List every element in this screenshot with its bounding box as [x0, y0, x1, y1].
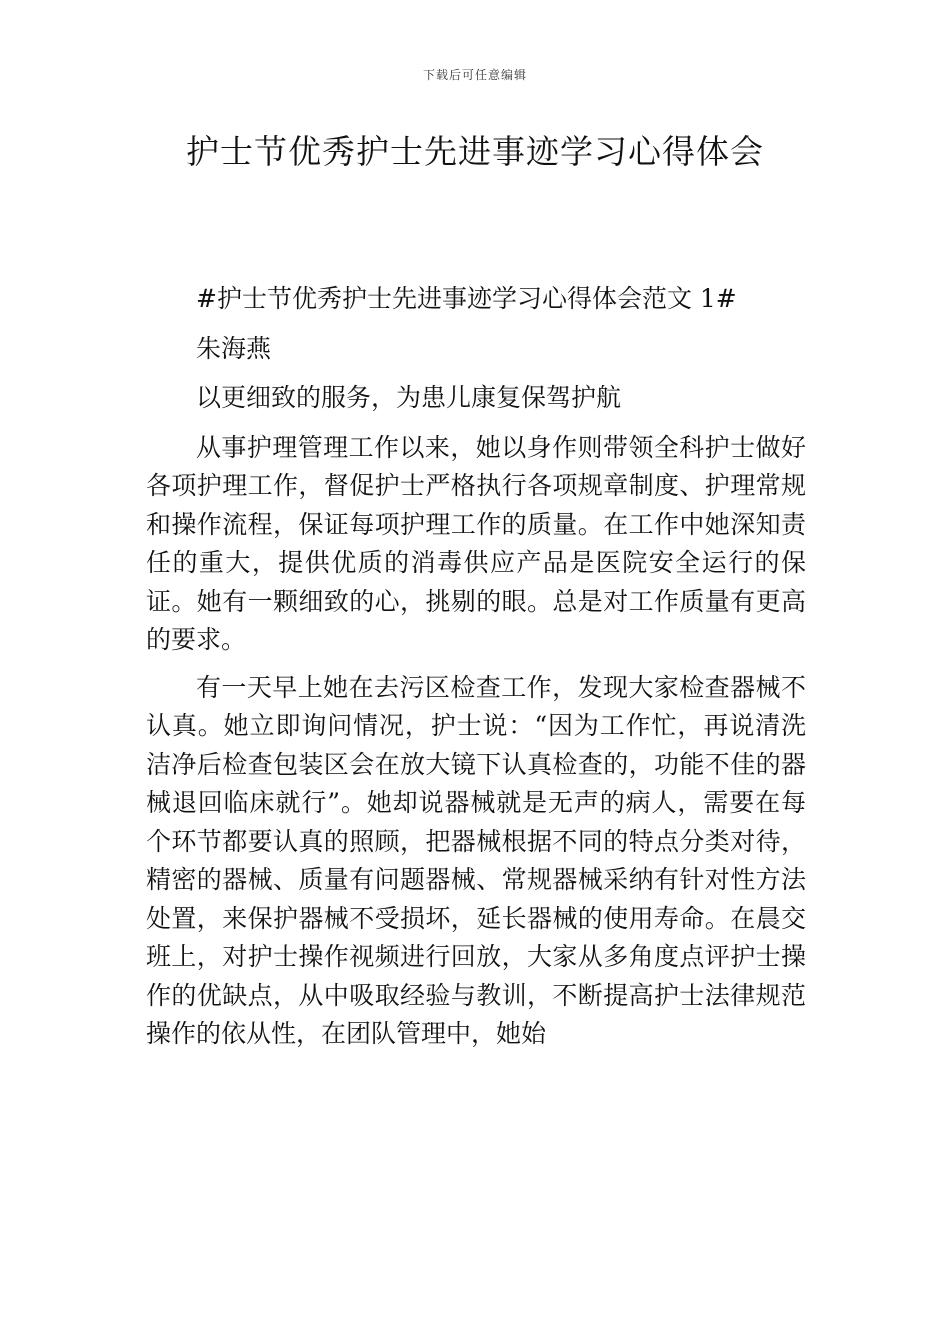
document-title: 护士节优秀护士先进事迹学习心得体会: [186, 132, 764, 171]
author-name: 朱海燕: [196, 333, 272, 363]
document-body: [146, 280, 806, 1063]
body-paragraph-1: 从事护理管理工作以来，她以身作则带领全科护士做好各项护理工作，督促护士严格执行各项规章制度、护理常规和操作流程，保证每项护理工作的质量。在工作中她深知责任的重大，提供优质的消毒供应产品是医院安全运行的保证。她有一颗细致的心，挑剔的眼。总是对工作质量有更高的要求。: [146, 432, 806, 654]
section-heading: #护士节优秀护士先进事迹学习心得体会范文 1#: [196, 284, 737, 313]
article-subtitle: 以更细致的服务，为患儿康复保驾护航: [196, 383, 622, 412]
header-note: 下载后可任意编辑: [422, 68, 527, 82]
body-paragraph-2: 有一天早上她在去污区检查工作，发现大家检查器械不认真。她立即询问情况，护士说：“因为工作忙，再说清洗洁净后检查包装区会在放大镜下认真检查的，功能不佳的器械退回临床就行”。她却说器械就是无声的病人，需要在每个环节都要认真的照顾，把器械根据不同的特点分类对待，精密的器械、质量有问题器械、常规器械采纳有针对性方法处置，来保护器械不受损坏，延长器械的使用寿命。在晨交班上，对护士操作视频进行回放，大家从多角度点评护士操作的优缺点，从中吸取经验与教训，不断提高护士法律规范操作的依从性，在团队管理中，她始: [146, 672, 806, 1048]
